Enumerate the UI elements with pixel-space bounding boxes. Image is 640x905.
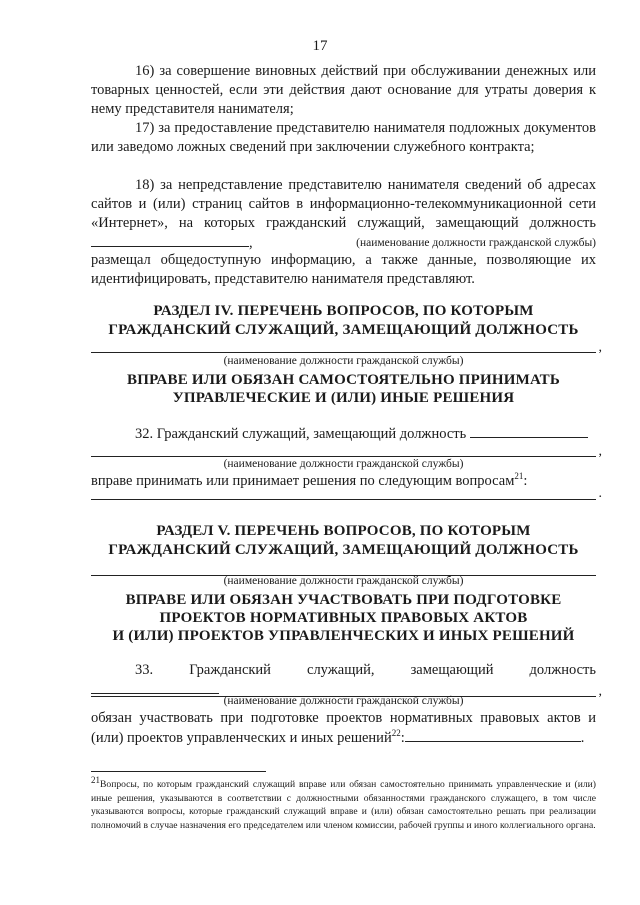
- footnote-number: 21: [91, 774, 100, 785]
- section-5-heading-line-3: ВПРАВЕ ИЛИ ОБЯЗАН УЧАСТВОВАТЬ ПРИ ПОДГОТОВКЕ: [125, 592, 562, 608]
- paragraph-33-hint: (наименование должности гражданской службы): [223, 695, 464, 707]
- footnote-text: Вопросы, по которым гражданский служащий вправе или обязан самостоятельно принимать управленческие и (или) иные решения, указываются в соответствии с должностными обязанностями гражданского служащего, в том числе указываются вопросы, которые гражданский служащий вправе и (или) обязан самостоятельно решать при реализации полномочий в случае назначения его председателем или членом комиссии, рабочей группы и иного коллегиального органа.: [91, 779, 596, 831]
- paragraph-32-colon: :: [523, 473, 528, 489]
- section-4-heading-line-4: УПРАВЛЕЧЕСКИЕ И (ИЛИ) ИНЫЕ РЕШЕНИЯ: [172, 390, 515, 406]
- paragraph-32: [91, 424, 596, 444]
- paragraph-32-comma: ,: [598, 444, 602, 459]
- section-4-hint: (наименование должности гражданской службы): [223, 355, 464, 367]
- footnote-ref-22: 22: [391, 728, 401, 739]
- item-18-text: 18) за непредставление представителю нанимателя сведений об адресах сайтов и (или) страниц сайтов в информационно-телекоммуникационной сети «Интернет», на которых гражданский служащий, замещающий должность: [91, 177, 596, 231]
- paragraph-32-dot: .: [598, 486, 602, 501]
- footnote-21: [91, 774, 596, 832]
- paragraph-32-blank-line: [470, 424, 588, 438]
- section-5-heading-line-4: ПРОЕКТОВ НОРМАТИВНЫХ ПРАВОВЫХ АКТОВ: [159, 610, 528, 626]
- item-17: 17) за предоставление представителю нанимателя подложных документов или заведомо ложных сведений при заключении служебного контракта;: [91, 120, 596, 155]
- section-5-heading-line-5: И (ИЛИ) ПРОЕКТОВ УПРАВЛЕНЧЕСКИХ И ИНЫХ РЕШЕНИЙ: [112, 628, 575, 644]
- paragraph-33-answer-line: [405, 728, 581, 742]
- paragraph-33-comma: ,: [598, 684, 602, 699]
- section-5-heading-line-2: ГРАЖДАНСКИЙ СЛУЖАЩИЙ, ЗАМЕЩАЮЩИЙ ДОЛЖНОСТЬ: [108, 542, 579, 558]
- item-18-continuation: размещал общедоступную информацию, а также данные, позволяющие их идентифицировать, представителю нанимателя представляют.: [91, 252, 596, 287]
- paragraph-32-cont-text: вправе принимать или принимает решения по следующим вопросам: [91, 473, 515, 489]
- footnote-divider: [91, 771, 266, 772]
- section-5-heading-line-1: РАЗДЕЛ V. ПЕРЕЧЕНЬ ВОПРОСОВ, ПО КОТОРЫМ: [156, 523, 531, 539]
- paragraph-33-continuation-1: обязан участвовать при подготовке проектов нормативных правовых актов и: [91, 710, 596, 726]
- section-5-hint: (наименование должности гражданской службы): [223, 575, 464, 587]
- section-4-heading-line-2: ГРАЖДАНСКИЙ СЛУЖАЩИЙ, ЗАМЕЩАЮЩИЙ ДОЛЖНОСТЬ: [108, 322, 579, 338]
- paragraph-32-answer-line: [91, 486, 602, 501]
- item-18-hint: (наименование должности гражданской службы): [356, 237, 596, 249]
- paragraph-33-dot: .: [580, 730, 585, 746]
- section-4-heading-line-3: ВПРАВЕ ИЛИ ОБЯЗАН САМОСТОЯТЕЛЬНО ПРИНИМАТЬ: [127, 372, 560, 388]
- paragraph-33-blank-line: [91, 680, 219, 694]
- paragraph-33-cont2-text: (или) проектов управленческих и иных решений: [91, 730, 392, 746]
- item-18-comma: ,: [249, 235, 253, 251]
- section-4-blank-line: [91, 340, 602, 355]
- paragraph-32-hint: (наименование должности гражданской службы): [223, 458, 464, 470]
- page-number: 17: [312, 38, 328, 54]
- footnote-ref-21: 21: [514, 471, 524, 482]
- item-16: 16) за совершение виновных действий при обслуживании денежных или товарных ценностей, если эти действия дают основание для утраты доверия к нему представителя нанимателя;: [91, 63, 596, 117]
- paragraph-32-text: 32. Гражданский служащий, замещающий должность: [135, 426, 467, 442]
- paragraph-33-text: 33. Гражданский служащий, замещающий должность: [135, 662, 596, 678]
- paragraph-33-continuation-2: [91, 728, 596, 748]
- paragraph-32-continuation: [91, 472, 596, 491]
- paragraph-33-colon: :: [400, 730, 405, 746]
- section-4-comma: ,: [598, 340, 602, 355]
- section-4-heading-line-1: РАЗДЕЛ IV. ПЕРЕЧЕНЬ ВОПРОСОВ, ПО КОТОРЫМ: [153, 303, 534, 319]
